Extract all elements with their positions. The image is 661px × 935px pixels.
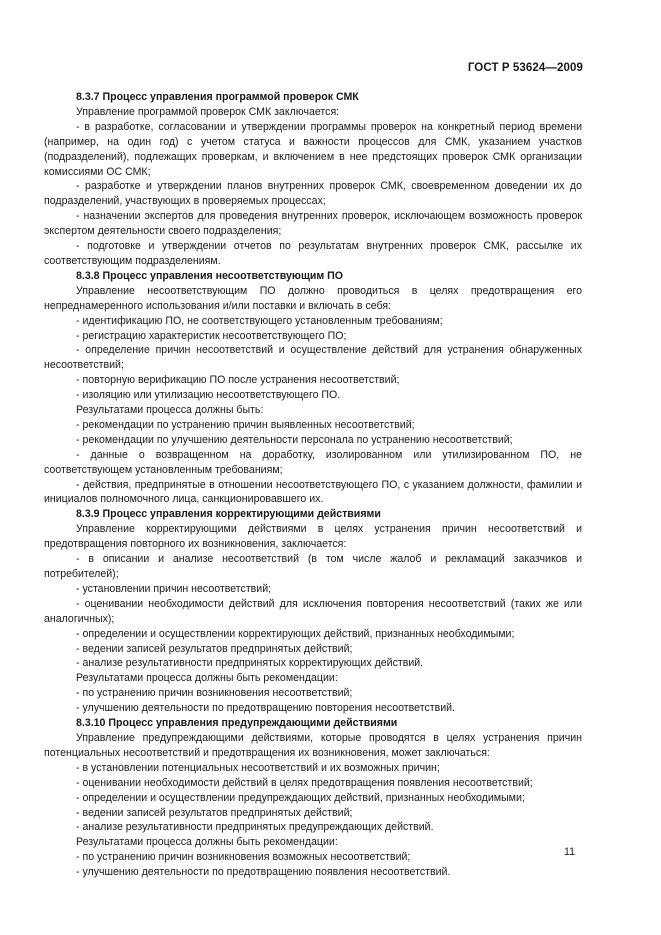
paragraph: Управление программой проверок СМК заключается: [76, 105, 340, 118]
paragraph: - регистрацию характеристик несоответствующего ПО; [76, 329, 347, 342]
paragraph: - анализе результативности предпринятых предупреждающих действий. [76, 821, 434, 834]
paragraph: - рекомендации по устранению причин выявленных несоответствий; [76, 418, 415, 431]
paragraph: Результатами процесса должны быть: [76, 404, 264, 417]
paragraph: Результатами процесса должны быть рекомендации: [76, 672, 338, 685]
paragraph: - определении и осуществлении предупреждающих действий, признанных необходимыми; [76, 791, 525, 804]
paragraph: - по устранению причин возникновения возможных несоответствий; [76, 851, 411, 864]
paragraph: - в описании и анализе несоответствий (в том числе жалоб и рекламаций заказчиков и потребителей); [44, 553, 582, 580]
paragraph: Управление корректирующими действиями в целях устранения причин несоответствий и предотвращения повторного их возникновения, заключается: [44, 523, 582, 551]
paragraph: - идентификацию ПО, не соответствующего установленным требованиям; [76, 314, 443, 327]
paragraph: - рекомендации по улучшению деятельности персонала по устранению несоответствий; [76, 433, 513, 446]
paragraph: - ведении записей результатов предпринятых действий; [76, 642, 353, 655]
section-heading: 8.3.7 Процесс управления программой проверок СМК [76, 91, 359, 103]
paragraph: - оценивании необходимости действий для исключения повторения несоответствий (таких же или аналогичных); [44, 597, 582, 625]
paragraph: - в установлении потенциальных несоответствий и их возможных причин; [76, 761, 440, 774]
paragraph: - назначении экспертов для проведения внутренних проверок, исключающем возможность проверок экспертом деятельности своего подразделения; [44, 210, 582, 238]
paragraph: Управление предупреждающими действиями, которые проводятся в целях устранения причин потенциальных несоответствий и предотвращения их возникновения, может заключаться: [44, 731, 582, 759]
paragraph: - данные о возвращенном на доработку, изолированном или утилизированном ПО, не соответствующем установленным требованиям; [44, 448, 582, 476]
paragraph: - улучшению деятельности по предотвращению появления несоответствий. [76, 866, 451, 879]
document-body [44, 90, 582, 880]
paragraph: - ведении записей результатов предпринятых действий; [76, 806, 353, 819]
paragraph: - действия, предпринятые в отношении несоответствующего ПО, с указанием должности, фамилии и инициалов полномочного лица, санкционировавшего их. [44, 478, 582, 506]
document-header: ГОСТ Р 53624—2009 [467, 62, 583, 74]
paragraph: - улучшению деятельности по предотвращению повторения несоответствий. [76, 702, 455, 715]
paragraph: - по устранению причин возникновения несоответствий; [76, 687, 353, 700]
paragraph: - повторную верификацию ПО после устранения несоответствий; [76, 374, 400, 387]
paragraph: - изоляцию или утилизацию несоответствующего ПО. [76, 389, 341, 402]
paragraph: - в разработке, согласовании и утверждении программы проверок на конкретный период времени (например, на один год) с учетом статуса и важности процессов для СМК, указанием участков (подразделений), подлежащих проверкам, и включением в нее предстоящих проверок СМК организации комиссиями ОС СМК; [44, 120, 582, 178]
paragraph: - определение причин несоответствий и осуществление действий для устранения обнаруженных несоответствий; [44, 344, 582, 372]
section-heading: 8.3.9 Процесс управления корректирующими действиями [76, 508, 381, 521]
paragraph: - анализе результативности предпринятых корректирующих действий. [76, 657, 424, 670]
paragraph: - установлении причин несоответствий; [76, 582, 272, 595]
paragraph: - оценивании необходимости действий в целях предотвращения появления несоответствий; [76, 776, 533, 789]
section-heading: 8.3.8 Процесс управления несоответствующим ПО [76, 269, 344, 282]
paragraph: Результатами процесса должны быть рекомендации: [76, 836, 338, 849]
paragraph: - подготовке и утверждении отчетов по результатам внутренних проверок СМК, рассылке их соответствующим подразделениям. [44, 240, 582, 267]
paragraph: - разработке и утверждении планов внутренних проверок СМК, своевременном доведении их до подразделений, участвующих в проверяемых процессах; [44, 180, 582, 208]
page-number: 11 [564, 846, 575, 858]
paragraph: Управление несоответствующим ПО должно проводиться в целях предотвращения его непреднамеренного использования и/или поставки и включать в себя: [44, 284, 582, 312]
section-heading: 8.3.10 Процесс управления предупреждающими действиями [76, 717, 398, 730]
paragraph: - определении и осуществлении корректирующих действий, признанных необходимыми; [76, 627, 515, 640]
